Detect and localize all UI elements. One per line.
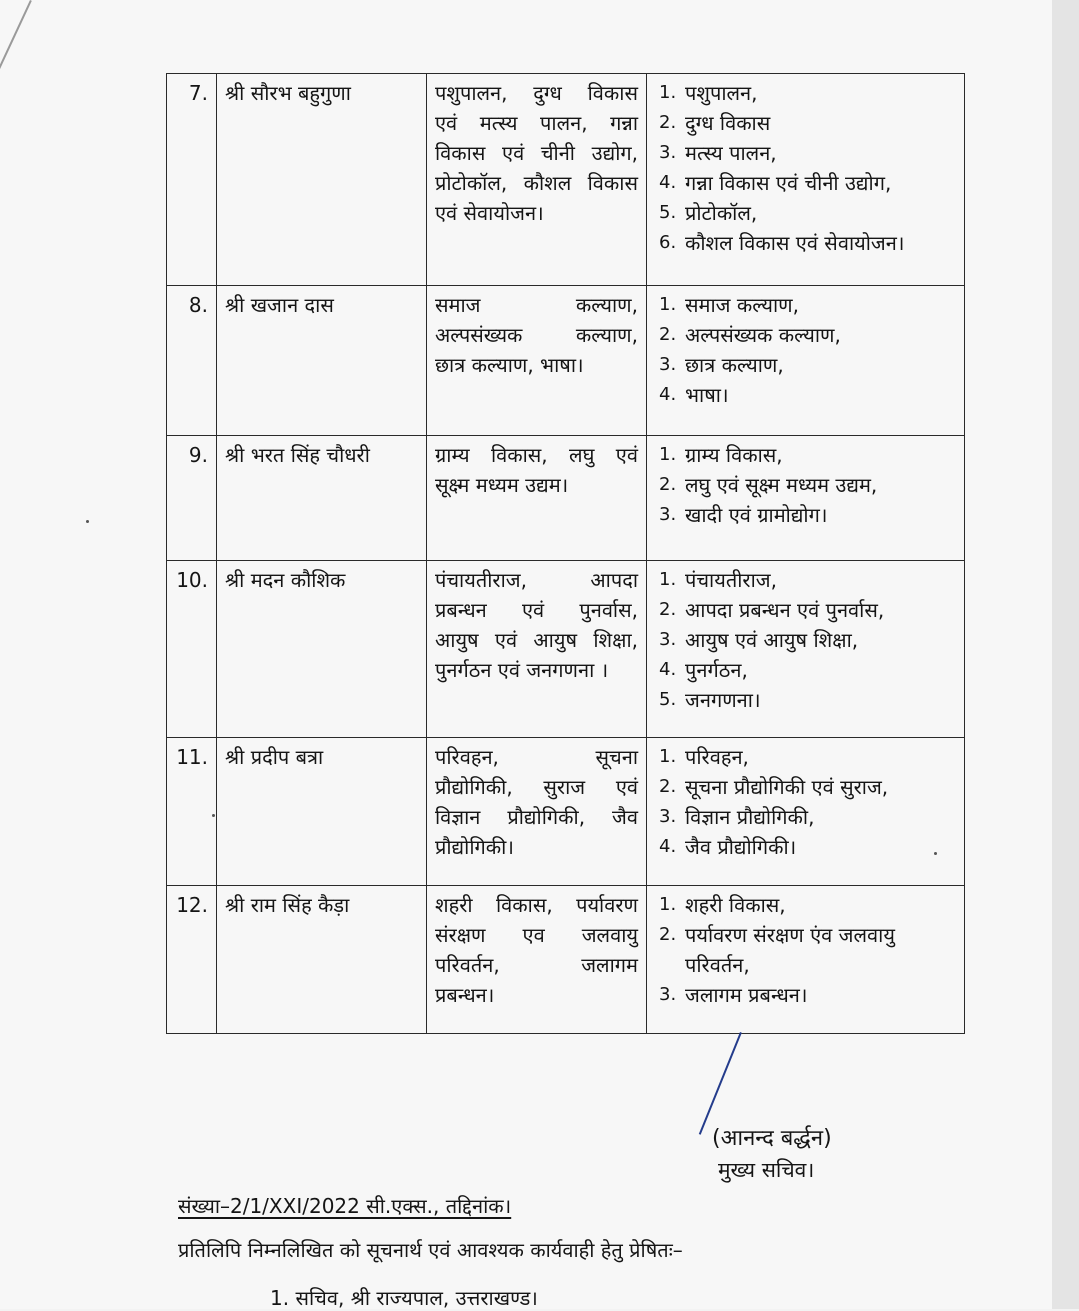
portfolio-cell: [427, 74, 647, 286]
list-item: [659, 655, 956, 685]
serial-number: 10.: [167, 561, 217, 738]
item-text: परिवहन,: [685, 745, 749, 769]
subject-list-cell: [647, 886, 965, 1034]
minister-name: श्री सौरभ बहुगुणा: [217, 74, 427, 286]
portfolio-line: सूक्ष्म मध्यम उद्यम।: [435, 473, 569, 497]
item-text: अल्पसंख्यक कल्याण,: [685, 323, 841, 347]
copy-to-line: प्रतिलिपि निम्नलिखित को सूचनार्थ एवं आवश्यक कार्यवाही हेतु प्रेषितः–: [178, 1238, 683, 1262]
portfolio-table: [166, 73, 965, 1034]
portfolio-line: परिवहन, सूचना: [435, 745, 638, 769]
table-row: [167, 561, 965, 738]
item-number: 2.: [659, 112, 677, 133]
item-text: सूचना प्रौद्योगिकी एवं सुराज,: [685, 775, 889, 799]
item-text: भाषा।: [685, 383, 729, 407]
portfolio-cell: [427, 436, 647, 561]
list-item: [659, 890, 956, 920]
serial-number: 7.: [167, 74, 217, 286]
scan-speck: [86, 520, 89, 523]
item-number: 2.: [659, 324, 677, 345]
portfolio-line: छात्र कल्याण, भाषा।: [435, 353, 584, 377]
portfolio-line: शहरी विकास, पर्यावरण: [435, 893, 638, 917]
item-number: 2.: [659, 924, 677, 945]
list-item: [659, 625, 956, 655]
item-number: 6.: [659, 232, 677, 253]
portfolio-cell: [427, 561, 647, 738]
portfolio-line: एवं सेवायोजन।: [435, 201, 544, 225]
portfolio-line: संरक्षण एव जलवायु: [435, 923, 638, 947]
item-number: 1.: [659, 444, 677, 465]
item-number: 3.: [659, 142, 677, 163]
page-edge: [1052, 0, 1079, 1309]
signatory-name: (आनन्द बर्द्धन): [712, 1126, 832, 1151]
item-text: खादी एवं ग्रामोद्योग।: [685, 503, 828, 527]
subject-list-cell: [647, 286, 965, 436]
item-number: 3.: [659, 806, 677, 827]
list-item: [659, 772, 956, 802]
item-number: 2.: [659, 776, 677, 797]
table-row: [167, 738, 965, 886]
item-number: 5.: [659, 202, 677, 223]
portfolio-line: पुनर्गठन एवं जनगणना ।: [435, 658, 609, 682]
table-row: [167, 286, 965, 436]
item-number: 4.: [659, 384, 677, 405]
list-item: [659, 595, 956, 625]
portfolio-line: पंचायतीराज, आपदा: [435, 568, 638, 592]
item-number: 1.: [659, 569, 677, 590]
table-row: [167, 886, 965, 1034]
subject-list: [655, 290, 956, 410]
item-text: कौशल विकास एवं सेवायोजन।: [685, 231, 905, 255]
item-number: 1.: [659, 746, 677, 767]
item-text: जनगणना।: [685, 688, 761, 712]
list-item: [659, 685, 956, 715]
item-text: आपदा प्रबन्धन एवं पुनर्वास,: [685, 598, 885, 622]
item-number: 2.: [659, 599, 677, 620]
portfolio-line: आयुष एवं आयुष शिक्षा,: [435, 628, 638, 652]
reference-number: संख्या–2/1/XXI/2022 सी.एक्स., तद्दिनांक।: [178, 1194, 512, 1218]
item-number: 3.: [659, 629, 677, 650]
recipient-number: 1.: [270, 1286, 290, 1310]
portfolio-line: समाज कल्याण,: [435, 293, 638, 317]
item-text: ग्राम्य विकास,: [685, 443, 783, 467]
portfolio-line: विकास एवं चीनी उद्योग,: [435, 141, 638, 165]
minister-name: श्री खजान दास: [217, 286, 427, 436]
subject-list: [655, 890, 956, 1010]
list-item: [659, 108, 956, 138]
portfolio-cell: [427, 286, 647, 436]
item-number: 1.: [659, 894, 677, 915]
item-text: दुग्ध विकास: [685, 111, 771, 135]
item-text: छात्र कल्याण,: [685, 353, 784, 377]
portfolio-line: प्रौद्योगिकी, सुराज एवं: [435, 775, 638, 799]
item-text: पुनर्गठन,: [685, 658, 748, 682]
item-number: 4.: [659, 172, 677, 193]
list-item: [659, 565, 956, 595]
minister-name: श्री मदन कौशिक: [217, 561, 427, 738]
subject-list: [655, 742, 956, 862]
item-text: जलागम प्रबन्धन।: [685, 983, 808, 1007]
subject-list: [655, 440, 956, 530]
item-text: जैव प्रौद्योगिकी।: [685, 835, 797, 859]
subject-list-cell: [647, 738, 965, 886]
item-text: पंचायतीराज,: [685, 568, 777, 592]
item-text: आयुष एवं आयुष शिक्षा,: [685, 628, 859, 652]
item-number: 1.: [659, 294, 677, 315]
portfolio-line: परिवर्तन, जलागम: [435, 953, 638, 977]
item-number: 1.: [659, 82, 677, 103]
item-number: 4.: [659, 659, 677, 680]
item-number: 3.: [659, 504, 677, 525]
list-item: [659, 320, 956, 350]
item-number: 4.: [659, 836, 677, 857]
minister-name: श्री भरत सिंह चौधरी: [217, 436, 427, 561]
list-item: [659, 742, 956, 772]
recipient-text: सचिव, श्री राज्यपाल, उत्तराखण्ड।: [295, 1286, 538, 1310]
list-item: [659, 380, 956, 410]
list-item: [659, 440, 956, 470]
item-number: 5.: [659, 689, 677, 710]
portfolio-line: ग्राम्य विकास, लघु एवं: [435, 443, 638, 467]
item-text: मत्स्य पालन,: [685, 141, 777, 165]
item-text: विज्ञान प्रौद्योगिकी,: [685, 805, 815, 829]
minister-name: श्री प्रदीप बत्रा: [217, 738, 427, 886]
minister-name: श्री राम सिंह कैड़ा: [217, 886, 427, 1034]
list-item: [659, 138, 956, 168]
recipient-item: [270, 1284, 538, 1311]
list-item: [659, 500, 956, 530]
item-text: गन्ना विकास एवं चीनी उद्योग,: [685, 171, 892, 195]
portfolio-cell: [427, 738, 647, 886]
list-item: [659, 198, 956, 228]
item-number: 2.: [659, 474, 677, 495]
list-item: [659, 228, 956, 258]
item-text: समाज कल्याण,: [685, 293, 799, 317]
list-item: [659, 290, 956, 320]
item-text: पर्यावरण संरक्षण एंव जलवायु परिवर्तन,: [685, 923, 895, 977]
list-item: [659, 78, 956, 108]
portfolio-line: प्रबन्धन।: [435, 983, 495, 1007]
subject-list-cell: [647, 74, 965, 286]
portfolio-line: विज्ञान प्रौद्योगिकी, जैव: [435, 805, 638, 829]
list-item: [659, 350, 956, 380]
portfolio-line: प्रौद्योगिकी।: [435, 835, 514, 859]
portfolio-cell: [427, 886, 647, 1034]
portfolio-line: पशुपालन, दुग्ध विकास: [435, 81, 638, 105]
subject-list-cell: [647, 561, 965, 738]
item-number: 3.: [659, 354, 677, 375]
list-item: [659, 470, 956, 500]
table-row: [167, 74, 965, 286]
subject-list: [655, 78, 956, 258]
portfolio-line: प्रोटोकॉल, कौशल विकास: [435, 171, 638, 195]
list-item: [659, 980, 956, 1010]
serial-number: 12.: [167, 886, 217, 1034]
signatory-designation: मुख्य सचिव।: [718, 1158, 815, 1182]
serial-number: 9.: [167, 436, 217, 561]
item-text: शहरी विकास,: [685, 893, 786, 917]
list-item: [659, 920, 956, 980]
item-number: 3.: [659, 984, 677, 1005]
subject-list: [655, 565, 956, 715]
serial-number: 8.: [167, 286, 217, 436]
portfolio-line: एवं मत्स्य पालन, गन्ना: [435, 111, 638, 135]
list-item: [659, 168, 956, 198]
portfolio-line: अल्पसंख्यक कल्याण,: [435, 323, 638, 347]
serial-number: 11.: [167, 738, 217, 886]
item-text: प्रोटोकॉल,: [685, 201, 758, 225]
item-text: लघु एवं सूक्ष्म मध्यम उद्यम,: [685, 473, 878, 497]
portfolio-line: प्रबन्धन एवं पुनर्वास,: [435, 598, 638, 622]
list-item: [659, 832, 956, 862]
table-row: [167, 436, 965, 561]
item-text: पशुपालन,: [685, 81, 758, 105]
subject-list-cell: [647, 436, 965, 561]
list-item: [659, 802, 956, 832]
